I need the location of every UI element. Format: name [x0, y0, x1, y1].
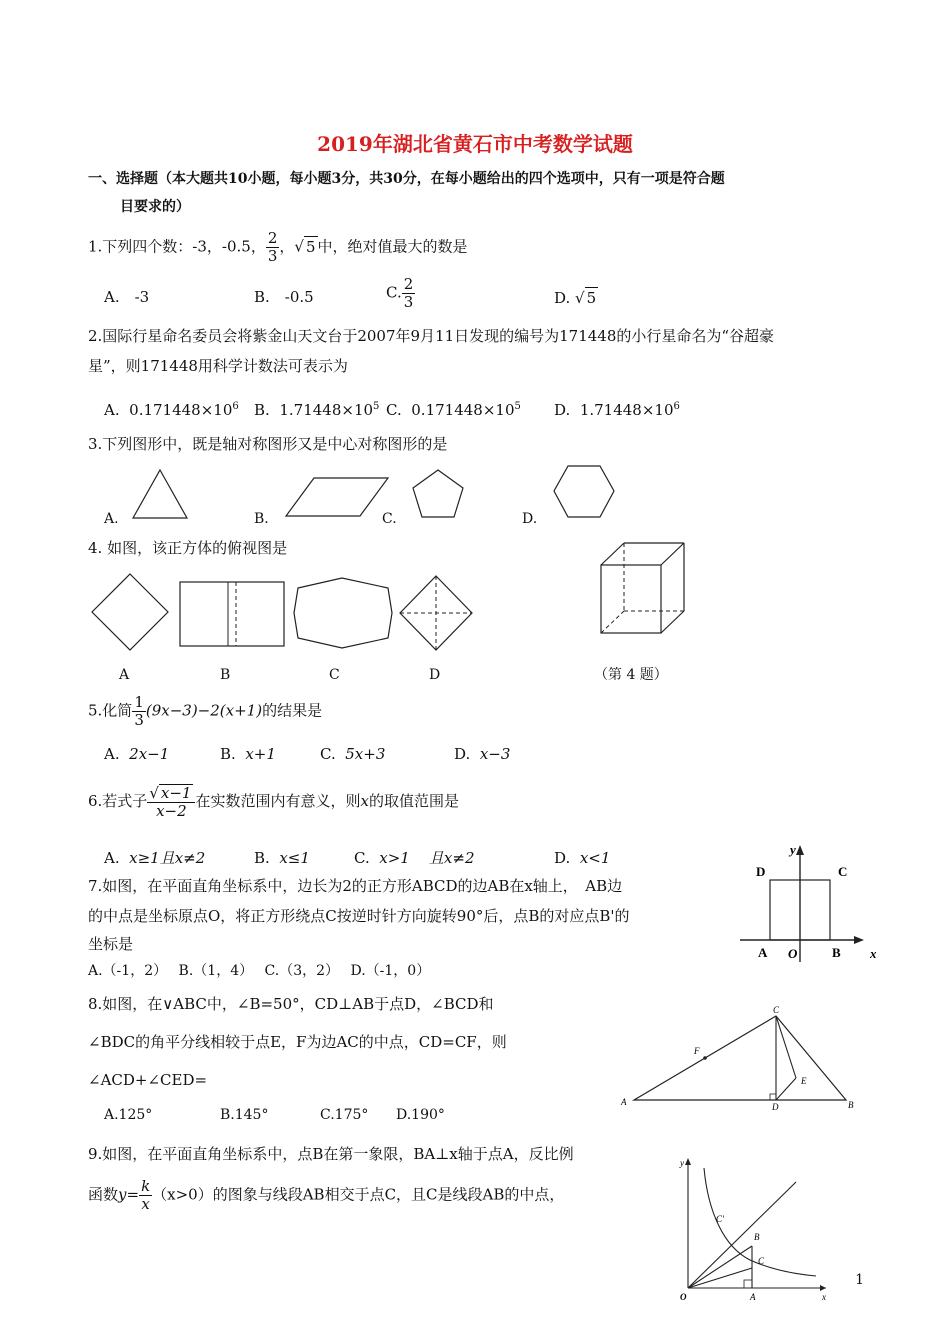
q3-option-a: A. [104, 511, 119, 527]
question-1-stem: 1.下列四个数：-3，-0.5， $\frac{2}{3}$ ，√ 5 中，绝对值最大的数是 [88, 229, 468, 265]
cube-figure [598, 540, 688, 636]
q1-sqrt: 5 [305, 237, 316, 256]
q7-fig-label-o: O [788, 946, 798, 961]
q8-option-d: D.190° [396, 1107, 445, 1123]
q4-option-c: C [329, 667, 340, 683]
q5-option-b: B. x+1 [220, 745, 276, 763]
q9-line1: 9.如图，在平面直角坐标系中，点B在第一象限，BA⊥x轴于点A，反比例 [88, 1145, 574, 1163]
q4-figure-b-rectangle [178, 580, 286, 648]
q5-option-a: A. 2x−1 [104, 745, 170, 763]
q9-fig-label-b: B [754, 1232, 760, 1242]
q1-stem-text: 1.下列四个数：-3，-0.5， [88, 237, 266, 256]
q1-option-a: A. -3 [104, 288, 150, 306]
q9-fig-label-x: x [822, 1292, 826, 1302]
q5-stem: 5.化简 $\frac{1}{3}$ (9x−3)−2(x+1)的结果是 [88, 693, 323, 729]
q7-fig-label-c: C [838, 864, 848, 879]
q8-fig-label-a: A [621, 1097, 627, 1107]
q6-option-a: A. x≥1且x≠2 [104, 849, 206, 867]
page-title: 2019年湖北省黄石市中考数学试题 [317, 132, 633, 156]
q3-option-c: C. [382, 511, 397, 527]
q4-caption: （第 4 题） [594, 667, 668, 683]
q7-options: A.（-1，2） B.（1，4） C.（3，2） D.（-1，0） [88, 963, 431, 979]
q4-option-d: D [429, 667, 441, 683]
q7-fig-label-a: A [758, 945, 768, 960]
section-heading-line2: 目要求的） [120, 199, 190, 215]
page-number: 1 [855, 1272, 864, 1288]
q2-line2: 星”，则171448用科学计数法可表示为 [88, 357, 348, 375]
q5-option-d: D. x−3 [454, 745, 511, 763]
q7-fig-label-y: y [790, 842, 796, 857]
q4-option-b: B [220, 667, 231, 683]
q8-option-a: A.125° [104, 1107, 153, 1123]
q8-fig-label-c: C [773, 1005, 780, 1015]
q8-fig-label-f: F [694, 1046, 700, 1056]
q8-line3: ∠ACD+∠CED= [88, 1071, 208, 1089]
q6-option-c: C. x>1 且x≠2 [354, 849, 475, 867]
parallelogram-figure [284, 476, 390, 518]
q8-fig-label-b: B [848, 1100, 854, 1110]
q4-option-a: A [119, 667, 130, 683]
q3-option-b: B. [254, 511, 269, 527]
q8-triangle-figure [618, 1004, 858, 1112]
q7-line2: 的中点是坐标原点O，将正方形绕点C按逆时针方向旋转90°后，点B的对应点B'的 [88, 907, 630, 925]
q7-fig-label-b: B [832, 945, 841, 960]
hexagon-figure [552, 464, 616, 520]
q7-coordinate-figure [740, 842, 880, 964]
q9-fig-label-c-prime: C' [716, 1214, 724, 1224]
q9-fig-label-o: O [680, 1292, 687, 1302]
q5-option-c: C. 5x+3 [320, 745, 386, 763]
q6-option-d: D. x<1 [554, 849, 611, 867]
q6-stem: 6.若式子 $\frac{√ x-1}{x-2}$ 在实数范围内有意义，则x的取值范围是 [88, 784, 459, 820]
q7-fig-label-x: x [870, 946, 877, 961]
q8-option-c: C.175° [320, 1107, 369, 1123]
q9-fig-label-a: A [750, 1292, 756, 1302]
q8-fig-label-e: E [801, 1076, 807, 1086]
q8-line2: ∠BDC的角平分线相较于点E，F为边AC的中点，CD=CF，则 [88, 1033, 507, 1051]
q1-option-c: C. $\frac{2}{3}$ [386, 275, 414, 311]
q4-figure-d-diamond [398, 574, 474, 652]
q7-line1: 7.如图，在平面直角坐标系中，边长为2的正方形ABCD的边AB在x轴上， AB边 [88, 877, 623, 895]
q3-option-d: D. [522, 511, 538, 527]
q2-option-d: D. $1.71448\times 10^6$ [554, 401, 680, 419]
q4-figure-a-diamond [90, 572, 170, 652]
q7-fig-label-d: D [756, 864, 766, 879]
q9-fig-label-c: C [758, 1256, 765, 1266]
q8-line1: 8.如图，在∨ABC中，∠B=50°，CD⊥AB于点D，∠BCD和 [88, 995, 494, 1013]
q2-option-a: A. $0.171448\times 10^6$ [104, 401, 239, 419]
triangle-figure [130, 468, 190, 520]
q4-stem: 4. 如图，该正方体的俯视图是 [88, 539, 288, 557]
q9-coordinate-figure [676, 1152, 832, 1302]
q2-option-c: C. $0.171448\times 10^5$ [386, 401, 521, 419]
q4-figure-c-hexagon [292, 576, 394, 650]
q1-option-b: B. -0.5 [254, 288, 314, 306]
section-heading-line1: 一、选择题（本大题共10小题，每小题3分，共30分，在每小题给出的四个选项中，只有一项是符合题 [88, 171, 725, 187]
pentagon-figure [410, 468, 466, 520]
q3-stem: 3.下列图形中，既是轴对称图形又是中心对称图形的是 [88, 435, 448, 453]
q8-option-b: B.145° [220, 1107, 269, 1123]
q2-line1: 2.国际行星命名委员会将紫金山天文台于2007年9月11日发现的编号为171448的小行星命名为“谷超豪 [88, 327, 775, 345]
q1-option-d: D. √ 5 [554, 289, 597, 307]
q2-option-b: B. $1.71448\times 10^5$ [254, 401, 380, 419]
q6-option-b: B. x≤1 [254, 849, 310, 867]
q8-fig-label-d: D [772, 1102, 779, 1112]
q9-line2: 函数y= $\frac{k}{x}$ （x>0）的图象与线段AB相交于点C，且C是线段AB的中点， [88, 1177, 565, 1213]
q7-line3: 坐标是 [88, 935, 134, 953]
q1-fraction: $\frac{2}{3}$ [267, 229, 278, 265]
q9-fig-label-y: y [680, 1158, 684, 1168]
